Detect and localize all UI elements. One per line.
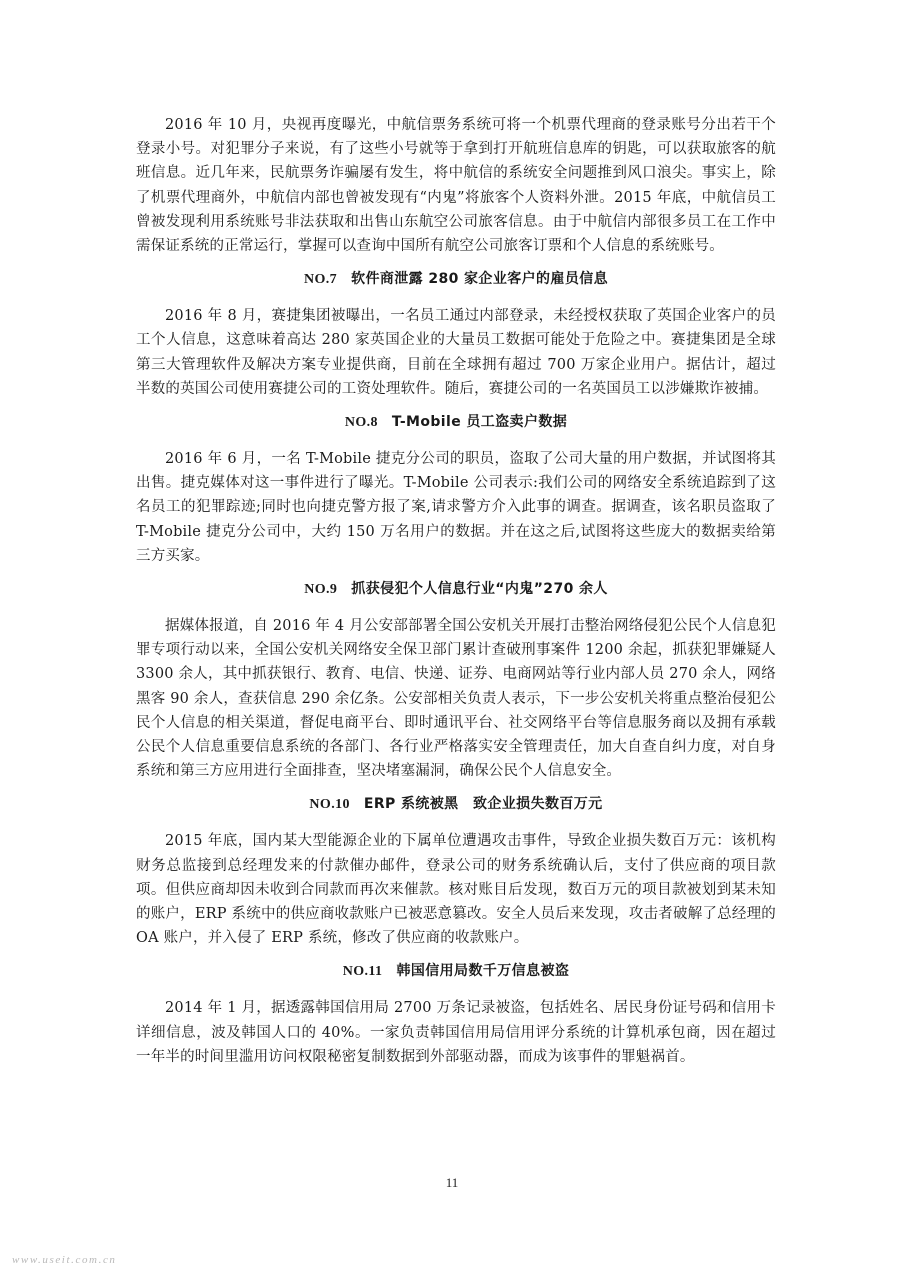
section-title: 韩国信用局数千万信息被盗	[396, 963, 570, 980]
section-number: NO.8	[344, 415, 378, 431]
section-body-no8: 2016 年 6 月，一名 T-Mobile 捷克分公司的职员，盗取了公司大量的用户数据，并试图将其出售。捷克媒体对这一事件进行了曝光。T-Mobile 公司表示:我们公司的网络安全系统追踪到了这名员工的犯罪踪迹;同时也向捷克警方报了案,请求警方介入此事的调查。据调查，该名职员盗取了 T-Mobile 捷克分公司中，大约 150 万名用户的数据。并在这之后,试图将这些庞大的数据卖给第三方买家。	[136, 451, 776, 564]
section-body-no9: 据媒体报道，自 2016 年 4 月公安部部署全国公安机关开展打击整治网络侵犯公民个人信息犯罪专项行动以来，全国公安机关网络安全保卫部门累计查破刑事案件 1200 余起，抓获犯罪嫌疑人 3300 余人，其中抓获银行、教育、电信、快递、证券、电商网站等行业内部人员 270 余人，网络黑客 90 余人，查获信息 290 余亿条。公安部相关负责人表示，下一步公安机关将重点整治侵犯公民个人信息的相关渠道，督促电商平台、即时通讯平台、社交网络平台等信息服务商以及拥有承载公民个人信息重要信息系统的各部门、各行业严格落实安全管理责任，加大自查自纠力度，对自身系统和第三方应用进行全面排查，坚决堵塞漏洞，确保公民个人信息安全。	[136, 618, 776, 780]
page-content	[136, 113, 776, 1069]
section-heading-no9	[136, 577, 776, 602]
section-heading-no10	[136, 792, 776, 817]
intro-paragraph: 2016 年 10 月，央视再度曝光，中航信票务系统可将一个机票代理商的登录账号分出若干个登录小号。对犯罪分子来说，有了这些小号就等于拿到打开航班信息库的钥匙，可以获取旅客的航班信息。近几年来，民航票务诈骗屡有发生，将中航信的系统安全问题推到风口浪尖。事实上，除了机票代理商外，中航信内部也曾被发现有“内鬼”将旅客个人资料外泄。2015 年底，中航信员工曾被发现利用系统账号非法获取和出售山东航空公司旅客信息。由于中航信内部很多员工在工作中需保证系统的正常运行，掌握可以查询中国所有航空公司旅客订票和个人信息的系统账号。	[136, 117, 776, 255]
section-title: 软件商泄露 280 家企业客户的雇员信息	[351, 271, 609, 288]
section-title: 抓获侵犯个人信息行业“内鬼”270 余人	[351, 581, 608, 598]
section-heading-no11	[136, 959, 776, 984]
page-number: 11	[445, 1175, 459, 1190]
section-number: NO.9	[304, 582, 338, 598]
section-title: T-Mobile 员工盗卖户数据	[391, 414, 568, 431]
section-heading-no7	[136, 267, 776, 292]
section-number: NO.11	[342, 964, 383, 980]
section-number: NO.10	[309, 797, 350, 813]
section-body-no11: 2014 年 1 月，据透露韩国信用局 2700 万条记录被盗，包括姓名、居民身份证号码和信用卡详细信息，波及韩国人口的 40%。一家负责韩国信用局信用评分系统的计算机承包商，因在超过一年半的时间里滥用访问权限秘密复制数据到外部驱动器，而成为该事件的罪魁祸首。	[136, 1000, 776, 1065]
site-watermark: www.useit.com.cn	[12, 1254, 117, 1266]
section-body-no10: 2015 年底，国内某大型能源企业的下属单位遭遇攻击事件，导致企业损失数百万元：该机构财务总监接到总经理发来的付款催办邮件，登录公司的财务系统确认后，支付了供应商的项目款项。但供应商却因未收到合同款而再次来催款。核对账目后发现，数百万元的项目款被划到某未知的账户，ERP 系统中的供应商收款账户已被恶意篡改。安全人员后来发现，攻击者破解了总经理的 OA 账户，并入侵了 ERP 系统，修改了供应商的收款账户。	[136, 833, 776, 947]
section-title: ERP 系统被黑 致企业损失数百万元	[363, 796, 603, 813]
section-heading-no8	[136, 410, 776, 435]
section-number: NO.7	[303, 272, 338, 288]
section-body-no7: 2016 年 8 月，赛捷集团被曝出，一名员工通过内部登录，未经授权获取了英国企业客户的员工个人信息，这意味着高达 280 家英国企业的大量员工数据可能处于危险之中。赛捷集团是全球第三大管理软件及解决方案专业提供商，目前在全球拥有超过 700 万家企业用户。据估计，超过半数的英国公司使用赛捷公司的工资处理软件。随后，赛捷公司的一名英国员工以涉嫌欺诈被捕。	[136, 308, 776, 397]
